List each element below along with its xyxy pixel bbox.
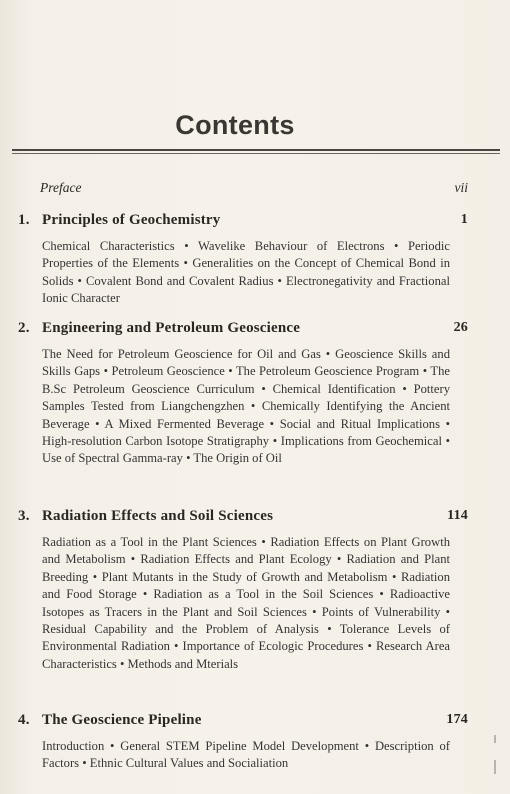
chapter-topics: Chemical Characteristics • Wavelike Behaviour of Electrons • Periodic Properties of the Elements • Generalities on the Concept of Chemical Bond in Solids • Covalent Bond and Covalent Radius • Electronegativity and Fractional Ionic Character: [42, 239, 450, 306]
chapter-topics: Radiation as a Tool in the Plant Sciences • Radiation Effects on Plant Growth and Metabolism • Radiation Effects and Plant Ecology • Radiation and Plant Breeding • Plant Mutants in the Study of Growth and Metabolism • Radiation and Food Storage • Radiation as a Tool in the Soil Sciences • Radioactive Isotopes as Tracers in the Plant and Soil Sciences • Points of Vulnerability • Residual Capability and the Problem of Analysis • Tolerance Levels of Environmental Radiation • Importance of Ecologic Procedures • Research Area Characteristics • Methods and Mterials: [42, 535, 450, 671]
chapter-title: Radiation Effects and Soil Sciences: [42, 508, 274, 524]
page-title: Contents: [175, 110, 295, 140]
chapter-number: 3.: [18, 508, 30, 524]
paper-mark: [494, 735, 496, 743]
chapter-entry: [18, 320, 470, 468]
title-rule-thick: [12, 149, 500, 151]
chapter-title: Principles of Geochemistry: [42, 212, 221, 228]
chapter-number: 2.: [18, 320, 30, 336]
chapter-topics: Introduction • General STEM Pipeline Model Development • Description of Factors • Ethnic Cultural Values and Socialiation: [42, 739, 450, 771]
chapter-number: 1.: [18, 212, 30, 228]
chapter-number: 4.: [18, 712, 30, 728]
preface-entry: [40, 180, 468, 196]
chapter-entry: [18, 508, 470, 673]
preface-page-number: vii: [454, 180, 468, 195]
chapter-page-number: 1: [460, 212, 468, 227]
chapter-entry: [18, 712, 470, 773]
chapter-entry: [18, 212, 470, 308]
paper-mark: [494, 760, 496, 774]
chapter-page-number: 114: [447, 508, 468, 523]
chapter-page-number: 26: [453, 320, 468, 335]
chapter-topics: The Need for Petroleum Geoscience for Oil and Gas • Geoscience Skills and Skills Gaps • Petroleum Geoscience • The Petroleum Geoscience Program • The B.Sc Petroleum Geoscience Curriculum • Chemical Identification • Pottery Samples Tested from Liangchengzhen • Chemically Identifying the Ancient Beverage • A Mixed Fermented Beverage • Social and Ritual Implications • High-resolution Carbon Isotope Stratigraphy • Implications from Geochemical • Use of Spectral Gamma-ray • The Origin of Oil: [42, 347, 450, 466]
preface-label: Preface: [40, 180, 82, 195]
title-rule-thin: [12, 153, 500, 154]
chapter-page-number: 174: [446, 712, 468, 727]
chapter-title: The Geoscience Pipeline: [42, 712, 202, 728]
chapter-title: Engineering and Petroleum Geoscience: [42, 320, 301, 336]
